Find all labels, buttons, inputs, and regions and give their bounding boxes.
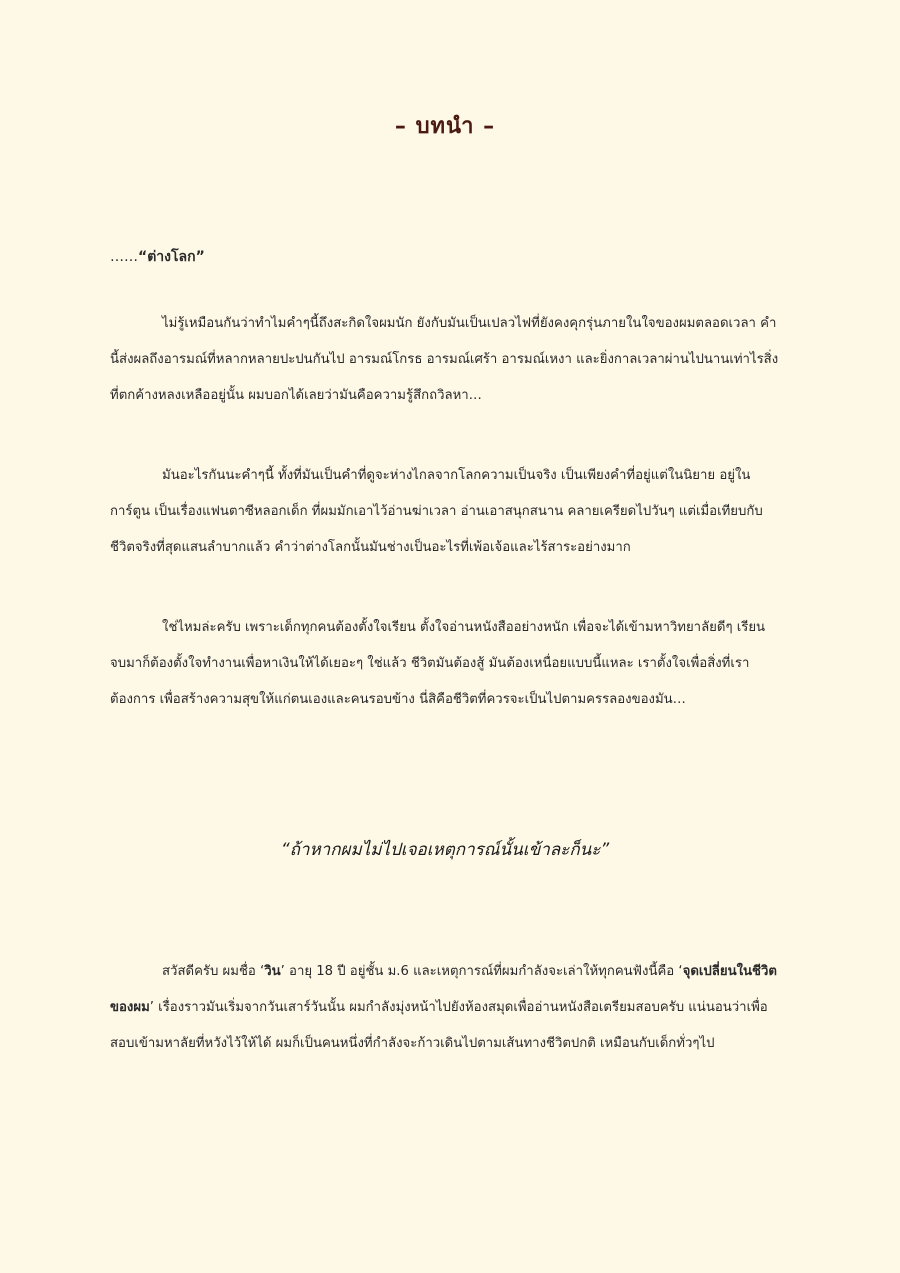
- paragraph-2: มันอะไรกันนะคำๆนี้ ทั้งที่มันเป็นคำที่ดูจะห่างไกลจากโลกความเป็นจริง เป็นเพียงคำที่อยู่แต่ในนิยาย อยู่ในการ์ตูน เป็นเรื่องแฟนตาซีหลอกเด็ก ที่ผมมักเอาไว้อ่านฆ่าเวลา อ่านเอาสนุกสนาน คลายเครียดไปวันๆ แต่เมื่อเทียบกับชีวิตจริงที่สุดแสนลำบากแล้ว คำว่าต่างโลกนั้นมันช่างเป็นอะไรที่เพ้อเจ้อและไร้สาระอย่างมาก: [110, 468, 763, 555]
- paragraph-4: [110, 954, 780, 1062]
- p4-text-a: สวัสดีครับ ผมชื่อ ‘: [162, 964, 265, 979]
- highlight-quote: “ถ้าหากผมไม่ไปเจอเหตุการณ์นั้นเข้าละก็นะ”: [280, 840, 610, 860]
- document-page: [110, 0, 780, 1273]
- turning-point-phrase: จุดเปลี่ยนในชีวิตของผม: [110, 964, 777, 1015]
- lead-ellipsis: ……: [110, 249, 138, 265]
- protagonist-name: วิน: [264, 964, 281, 979]
- p4-text-c: ’ เรื่องราวมันเริ่มจากวันเสาร์วันนั้น ผมกำลังมุ่งหน้าไปยังห้องสมุดเพื่ออ่านหนังสือเตรียมสอบครับ แน่นอนว่าเพื่อสอบเข้ามหาลัยที่หวังไว้ให้ได้ ผมก็เป็นคนหนึ่งที่กำลังจะก้าวเดินไปตามเส้นทางชีวิตปกติ เหมือนกับเด็กทั่วๆไป: [110, 1000, 768, 1051]
- chapter-title: – บทนำ –: [394, 114, 496, 139]
- lead-line: [110, 246, 205, 268]
- paragraph-3: ใช่ไหมล่ะครับ เพราะเด็กทุกคนต้องตั้งใจเรียน ตั้งใจอ่านหนังสืออย่างหนัก เพื่อจะได้เข้ามหาวิทยาลัยดีๆ เรียนจบมาก็ต้องตั้งใจทำงานเพื่อหาเงินให้ได้เยอะๆ ใช่แล้ว ชีวิตมันต้องสู้ มันต้องเหนื่อยแบบนี้แหละ เราตั้งใจเพื่อสิ่งที่เราต้องการ เพื่อสร้างความสุขให้แก่ตนเองและคนรอบข้าง นี่สิคือชีวิตที่ควรจะเป็นไปตามครรลองของมัน…: [110, 620, 766, 707]
- paragraph-1: ไม่รู้เหมือนกันว่าทำไมคำๆนี้ถึงสะกิดใจผมนัก ยังกับมันเป็นเปลวไฟที่ยังคงคุกรุ่นภายในใจของผมตลอดเวลา คำนี้ส่งผลถึงอารมณ์ที่หลากหลายปะปนกันไป อารมณ์โกรธ อารมณ์เศร้า อารมณ์เหงา และยิ่งกาลเวลาผ่านไปนานเท่าไรสิ่งที่ตกค้างหลงเหลืออยู่นั้น ผมบอกได้เลยว่ามันคือความรู้สึกถวิลหา…: [110, 316, 779, 403]
- lead-word: “ต่างโลก”: [138, 249, 205, 265]
- p4-text-b: ’ อายุ 18 ปี อยู่ชั้น ม.6 และเหตุการณ์ที่ผมกำลังจะเล่าให้ทุกคนฟังนี้คือ ‘: [280, 964, 683, 979]
